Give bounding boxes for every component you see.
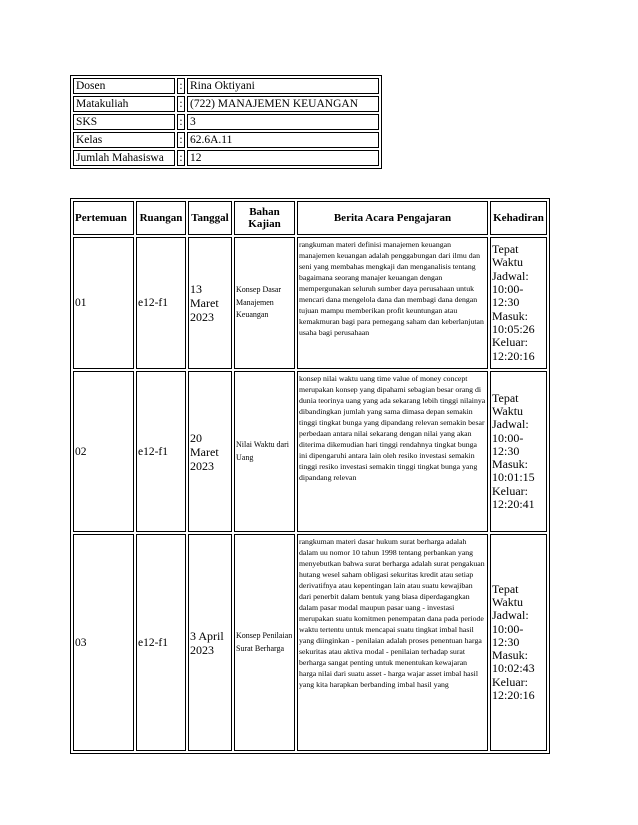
attendance-status: Tepat Waktu — [492, 390, 524, 418]
kehadiran-cell — [490, 534, 547, 751]
berita-acara-cell: rangkuman materi dasar hukum surat berharga adalah dalam uu nomor 10 tahun 1998 tentang perbankan yang menyebutkan bahwa surat berharga adalah surat pengakuan hutang wesel saham obligasi sekuritas kredit atau setiap derivatifnya atau kepentingan lain atau suatu kewajiban dari penerbit dalam bentuk yang biasa diperdagangkan dalam pasar modal maupun pasar uang - investasi merupakan suatu komitmen penempatan dana pada periode waktu tertentu untuk mencapai suatu tingkat imbal hasil yang diinginkan - penilaian adalah proses penentuan harga sekuritas atau aktiva modal - penilaian terhadap surat berharga sangat penting untuk menentukan kewajaran harga nilai dari suatu asset - harga wajar asset imbal hasil yang kita harapkan berbanding imbal hasil yang — [297, 534, 488, 751]
info-separator: : — [177, 96, 185, 112]
header-tanggal: Tanggal — [188, 201, 232, 235]
attendance-check-out: Keluar: 12:20:41 — [492, 483, 535, 512]
kehadiran-cell — [490, 371, 547, 532]
header-ruangan: Ruangan — [136, 201, 186, 235]
attendance-header-row — [73, 201, 547, 235]
ruangan-cell: e12-f1 — [136, 371, 186, 532]
info-separator: : — [177, 132, 185, 148]
tanggal-cell: 20 Maret 2023 — [188, 371, 232, 532]
berita-acara-cell: konsep nilai waktu uang time value of money concept merupakan konsep yang dipahami sebagian besar orang di dunia teorinya uang yang ada sekarang lebih tinggi nilainya dibandingkan jumlah yang sama dimasa depan semakin tinggi tingkat bunga yang dipandang relevan semakin besar perbedaan antara nilai sekarang dengan nilai yang akan diterima dikemudian hari tinggi rendahnya tingkat bunga ini dipengaruhi antara lain oleh resiko investasi semakin tinggi resiko investasi semakin tinggi tingkat bunga yang dipandang relevan — [297, 371, 488, 532]
info-row-jumlah-mahasiswa — [73, 150, 379, 166]
bahan-kajian-cell: Konsep Dasar Manajemen Keuangan — [234, 237, 295, 369]
info-value: (722) MANAJEMEN KEUANGAN — [187, 96, 379, 112]
info-value: 62.6A.11 — [187, 132, 379, 148]
info-separator: : — [177, 114, 185, 130]
table-row — [73, 534, 547, 751]
attendance-schedule: Jadwal: 10:00-12:30 — [492, 608, 529, 649]
kehadiran-cell — [490, 237, 547, 369]
info-label: Matakuliah — [73, 96, 175, 112]
pertemuan-cell: 03 — [73, 534, 134, 751]
attendance-check-out: Keluar: 12:20:16 — [492, 335, 535, 363]
course-info-table — [70, 75, 382, 169]
attendance-check-in: Masuk: 10:01:15 — [492, 457, 535, 485]
attendance-check-out: Keluar: 12:20:16 — [492, 674, 535, 703]
info-separator: : — [177, 150, 185, 166]
attendance-schedule: Jadwal: 10:00-12:30 — [492, 268, 529, 310]
header-kehadiran: Kehadiran — [490, 201, 547, 235]
info-separator: : — [177, 78, 185, 94]
info-row-kelas — [73, 132, 379, 148]
berita-acara-cell: rangkuman materi definisi manajemen keuangan manajemen keuangan adalah penggabungan dari ilmu dan seni yang membahas mengkaji dan menganalisis tentang bagaimana seorang manajer keuangan dengan mempergunakan seluruh sumber daya perusahaan untuk mencari dana mengelola dana dan membagi dana dengan tujuan mampu memberikan profit keuntungan atau kemakmuran bagi para pemegang saham dan keberlanjutan usaha bagi perusahaan — [297, 237, 488, 369]
attendance-status: Tepat Waktu — [492, 581, 524, 609]
bahan-kajian-cell: Nilai Waktu dari Uang — [234, 371, 295, 532]
header-berita-acara: Berita Acara Pengajaran — [297, 201, 488, 235]
attendance-check-in: Masuk: 10:02:43 — [492, 648, 535, 676]
tanggal-cell: 3 April 2023 — [188, 534, 232, 751]
bahan-kajian-cell: Konsep Penilaian Surat Berharga — [234, 534, 295, 751]
attendance-schedule: Jadwal: 10:00-12:30 — [492, 417, 529, 458]
tanggal-cell: 13 Maret 2023 — [188, 237, 232, 369]
ruangan-cell: e12-f1 — [136, 534, 186, 751]
info-value: 3 — [187, 114, 379, 130]
attendance-check-in: Masuk: 10:05:26 — [492, 308, 535, 336]
attendance-table — [70, 198, 550, 754]
info-label: Dosen — [73, 78, 175, 94]
pertemuan-cell: 02 — [73, 371, 134, 532]
header-pertemuan: Pertemuan — [73, 201, 134, 235]
info-row-sks — [73, 114, 379, 130]
table-row — [73, 237, 547, 369]
pertemuan-cell: 01 — [73, 237, 134, 369]
header-bahan-kajian: Bahan Kajian — [234, 201, 295, 235]
table-row — [73, 371, 547, 532]
ruangan-cell: e12-f1 — [136, 237, 186, 369]
info-value: Rina Oktiyani — [187, 78, 379, 94]
info-label: Kelas — [73, 132, 175, 148]
info-value: 12 — [187, 150, 379, 166]
info-row-matakuliah — [73, 96, 379, 112]
info-label: Jumlah Mahasiswa — [73, 150, 175, 166]
info-row-dosen — [73, 78, 379, 94]
attendance-status: Tepat Waktu — [492, 242, 524, 270]
info-label: SKS — [73, 114, 175, 130]
